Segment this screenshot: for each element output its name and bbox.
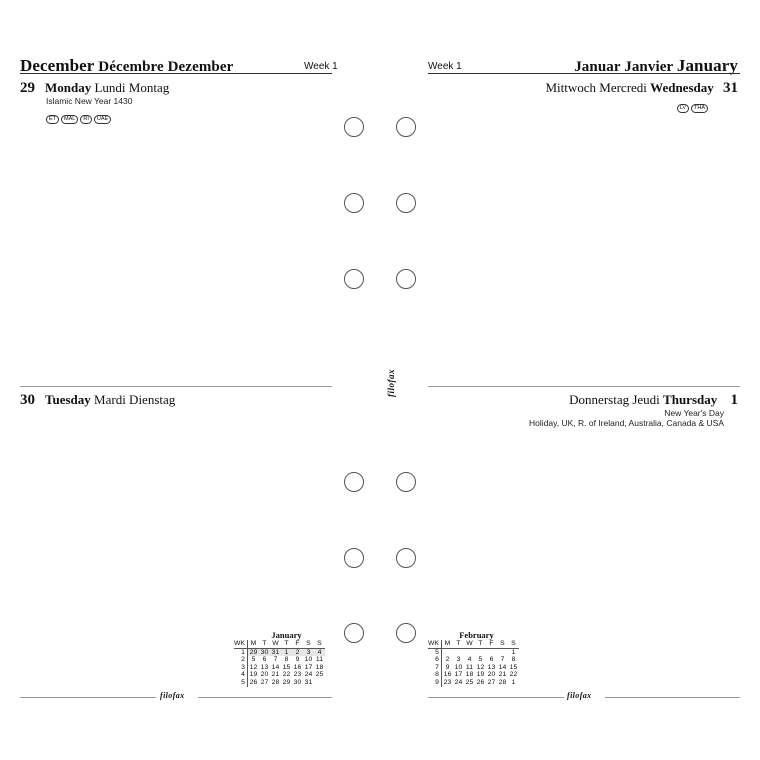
- badge: RI: [80, 115, 92, 124]
- mini-day-cell: 18: [315, 663, 324, 671]
- mini-day-cell: [464, 648, 475, 656]
- day-number: 31: [723, 80, 738, 96]
- mini-day-cell: 15: [509, 663, 518, 671]
- mini-day-cell: 29: [282, 678, 291, 686]
- mini-day-cell: 27: [260, 678, 269, 686]
- mini-day-cell: 3: [303, 648, 314, 656]
- mini-day-cell: 4: [467, 656, 472, 664]
- mini-day-cell: 21: [498, 671, 507, 679]
- mini-head-cell: T: [259, 640, 270, 648]
- mini-day-cell: 17: [454, 671, 463, 679]
- binder-hole: [396, 117, 416, 137]
- mini-day-cell: 1: [281, 648, 292, 656]
- mini-day-cell: 22: [282, 671, 291, 679]
- mini-day-cell: 13: [487, 663, 496, 671]
- mini-head-cell: W: [464, 640, 475, 648]
- day-name-main: Thursday: [663, 392, 718, 407]
- mini-day-cell: 8: [284, 656, 289, 664]
- mini-day-cell: 2: [445, 656, 450, 664]
- left-footer-rule-left: [20, 697, 156, 698]
- mini-week-cell: 1: [234, 648, 247, 656]
- mini-day-cell: 11: [315, 656, 323, 664]
- mini-week-cell: 9: [428, 679, 441, 687]
- mini-day-cell: 6: [489, 656, 494, 664]
- mini-day-cell: 24: [454, 678, 463, 686]
- mini-day-cell: 31: [304, 678, 313, 686]
- mini-week-cell: 8: [428, 671, 441, 679]
- right-week-label: Week 1: [428, 61, 462, 72]
- binder-hole: [396, 193, 416, 213]
- day-name-translations: Donnerstag Jeudi: [569, 392, 660, 407]
- binder-hole: [344, 472, 364, 492]
- mini-head-cell: F: [486, 640, 497, 648]
- mini-head-cell: T: [281, 640, 292, 648]
- binder-hole: [344, 548, 364, 568]
- mini-day-cell: 24: [304, 671, 313, 679]
- left-month-translations: Décembre Dezember: [98, 59, 234, 75]
- badge: ET: [46, 115, 59, 124]
- right-month-translations: Januar Janvier: [574, 59, 673, 75]
- day-name-translations: Mittwoch Mercredi: [545, 80, 647, 95]
- mini-day-cell: 27: [487, 678, 496, 686]
- mini-day-cell: 29: [247, 648, 259, 656]
- binder-hole: [344, 269, 364, 289]
- mini-day-cell: 19: [476, 671, 485, 679]
- day-name-main: Wednesday: [650, 80, 714, 95]
- mini-week-cell: 4: [234, 671, 247, 679]
- mini-head-cell: T: [475, 640, 486, 648]
- day-29-note: Islamic New Year 1430: [46, 96, 133, 106]
- mini-calendar-february: [428, 630, 519, 687]
- mini-day-cell: 11: [465, 663, 473, 671]
- mini-calendar-title: January: [271, 630, 302, 640]
- mini-day-cell: 28: [271, 678, 280, 686]
- mini-day-cell: 23: [293, 671, 302, 679]
- day-name-translations: Mardi Dienstag: [94, 392, 176, 407]
- binder-hole: [396, 623, 416, 643]
- day-name-main: Monday: [45, 80, 92, 95]
- day-name-translations: Lundi Montag: [94, 80, 170, 95]
- mini-day-cell: [486, 648, 497, 656]
- binder-hole: [344, 623, 364, 643]
- mini-day-cell: 7: [273, 656, 278, 664]
- binder-hole: [344, 193, 364, 213]
- left-footer-logo: filofax: [160, 691, 185, 700]
- binder-hole: [396, 548, 416, 568]
- mini-day-cell: [497, 648, 508, 656]
- mini-week-cell: 5: [428, 648, 441, 656]
- mini-head-cell: M: [247, 640, 259, 648]
- mini-day-cell: 28: [498, 678, 507, 686]
- left-footer-rule-right: [198, 697, 332, 698]
- day-1-heading: [569, 391, 738, 409]
- mini-day-cell: [475, 648, 486, 656]
- mini-day-cell: [314, 679, 325, 687]
- day-30-heading: [20, 391, 175, 409]
- day-number: 29: [20, 80, 35, 96]
- mini-day-cell: 23: [443, 678, 452, 686]
- mini-day-cell: 1: [511, 678, 516, 686]
- mini-head-cell: F: [292, 640, 303, 648]
- mini-day-cell: 10: [304, 656, 313, 664]
- left-month-main: December: [20, 56, 95, 75]
- day-1-note-holiday-name: New Year's Day: [664, 408, 724, 418]
- day-1-note-holiday-countries: Holiday, UK, R. of Ireland, Australia, Canada & USA: [529, 418, 724, 428]
- mini-day-cell: 25: [465, 678, 474, 686]
- mini-head-cell: S: [303, 640, 314, 648]
- mini-day-cell: [441, 648, 453, 656]
- mini-day-cell: 16: [293, 663, 302, 671]
- mini-day-cell: 21: [271, 671, 280, 679]
- mini-day-cell: 8: [511, 656, 516, 664]
- mini-week-cell: 6: [428, 656, 441, 664]
- mini-day-cell: 4: [314, 648, 325, 656]
- right-footer-rule-right: [605, 697, 740, 698]
- day-number: 1: [730, 392, 738, 408]
- right-month-main: January: [676, 56, 738, 75]
- day-name-main: Tuesday: [45, 392, 91, 407]
- binder-hole: [344, 117, 364, 137]
- mini-day-cell: 10: [454, 663, 463, 671]
- mini-day-cell: 17: [304, 663, 313, 671]
- mini-calendar-title: February: [459, 630, 494, 640]
- mini-day-cell: 25: [315, 671, 324, 679]
- mini-day-cell: 6: [262, 656, 267, 664]
- mini-week-cell: 2: [234, 656, 247, 664]
- binder-hole: [396, 472, 416, 492]
- binder-hole: [396, 269, 416, 289]
- day-31-country-badges: [677, 96, 710, 114]
- mini-day-cell: 1: [511, 648, 516, 656]
- mini-day-cell: 30: [260, 648, 269, 656]
- mini-head-cell: M: [441, 640, 453, 648]
- right-footer-logo: filofax: [567, 691, 592, 700]
- mini-head-cell: S: [314, 640, 325, 648]
- mini-day-cell: 5: [478, 656, 483, 664]
- badge: MAL: [61, 115, 78, 124]
- mini-day-cell: 19: [249, 671, 258, 679]
- mini-day-cell: 15: [282, 663, 291, 671]
- mini-day-cell: 2: [292, 648, 303, 656]
- mini-day-cell: 7: [500, 656, 505, 664]
- mini-day-cell: 12: [249, 663, 258, 671]
- mini-day-cell: 12: [476, 663, 485, 671]
- badge: THA: [691, 104, 708, 113]
- mini-head-cell: S: [508, 640, 519, 648]
- mini-head-cell: WK: [234, 640, 247, 648]
- mini-day-cell: 14: [498, 663, 507, 671]
- mini-day-cell: 16: [443, 671, 452, 679]
- mini-day-cell: 14: [271, 663, 280, 671]
- day-31-heading: [545, 79, 738, 97]
- mini-week-cell: 5: [234, 679, 247, 687]
- mini-day-cell: 22: [509, 671, 518, 679]
- mini-day-cell: 26: [476, 678, 485, 686]
- left-week-label: Week 1: [304, 61, 338, 72]
- mini-head-cell: T: [453, 640, 464, 648]
- mini-day-cell: 9: [445, 663, 450, 671]
- day-number: 30: [20, 392, 35, 408]
- mini-day-cell: 26: [249, 678, 258, 686]
- right-header-rule: [428, 73, 740, 74]
- mini-day-cell: 30: [293, 678, 302, 686]
- mini-head-cell: S: [497, 640, 508, 648]
- mini-day-cell: 9: [295, 656, 300, 664]
- mini-day-cell: 20: [260, 671, 269, 679]
- mini-head-cell: WK: [428, 640, 441, 648]
- badge: LV: [677, 104, 689, 113]
- mini-day-cell: 31: [271, 648, 280, 656]
- mini-day-cell: 5: [251, 656, 256, 664]
- mini-day-cell: 20: [487, 671, 496, 679]
- mini-day-cell: 3: [456, 656, 461, 664]
- badge: UAE: [94, 115, 111, 124]
- spine-logo: filofax: [386, 369, 396, 397]
- right-mid-rule: [428, 386, 740, 387]
- mini-week-cell: 7: [428, 664, 441, 672]
- left-mid-rule: [20, 386, 332, 387]
- right-footer-rule-left: [428, 697, 564, 698]
- mini-day-cell: [453, 648, 464, 656]
- day-29-country-badges: [46, 107, 113, 125]
- mini-day-cell: 18: [465, 671, 474, 679]
- mini-head-cell: W: [270, 640, 281, 648]
- mini-day-cell: 13: [260, 663, 269, 671]
- mini-calendar-grid: [234, 640, 325, 687]
- mini-calendar-january: [234, 630, 325, 687]
- day-29-heading: [20, 79, 169, 97]
- mini-week-cell: 3: [234, 664, 247, 672]
- left-header-rule: [20, 73, 332, 74]
- mini-calendar-grid: [428, 640, 519, 687]
